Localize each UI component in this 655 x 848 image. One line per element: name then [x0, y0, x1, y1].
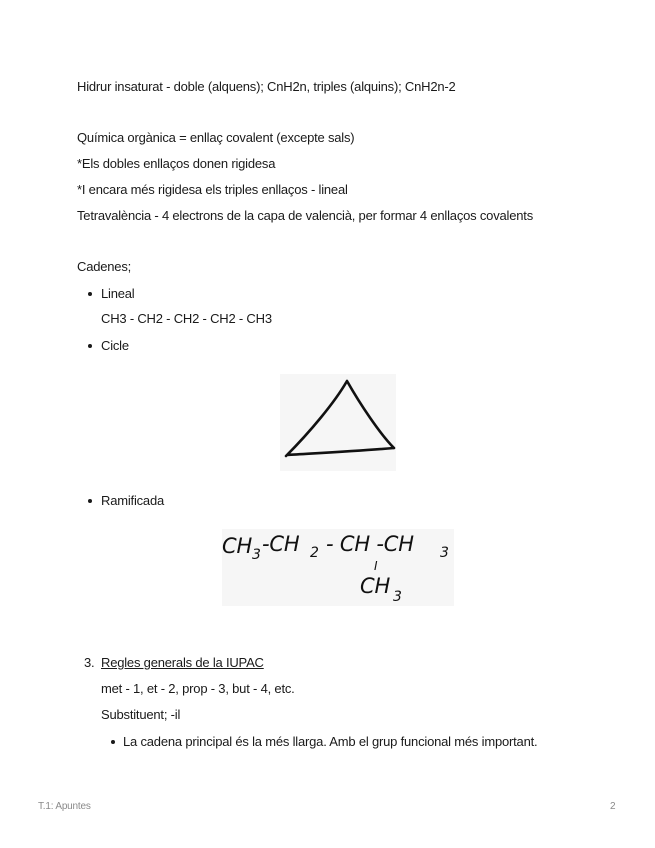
section-number: 3. — [84, 655, 95, 670]
triples-line: *I encara més rigidesa els triples enllaços - lineal — [77, 182, 348, 197]
formula-main-ch-ch: - CH -CH — [326, 532, 414, 556]
bullet-dot — [88, 292, 92, 296]
formula-subscript: 3 — [440, 545, 449, 561]
dobles-line: *Els dobles enllaços donen rigidesa — [77, 156, 276, 171]
chain-label-cicle: Cicle — [101, 338, 129, 353]
rule-line: La cadena principal és la més llarga. Amb el grup funcional més important. — [123, 734, 538, 749]
formula-main-ch2: -CH — [262, 532, 300, 556]
formula-subscript: 2 — [310, 545, 319, 561]
formula-main-ch: CH — [222, 534, 253, 558]
branched-formula-figure — [222, 529, 454, 606]
hidrur-line: Hidrur insaturat - doble (alquens); CnH2n, triples (alquins); CnH2n-2 — [77, 79, 456, 94]
chain-formula-lineal: CH3 - CH2 - CH2 - CH2 - CH3 — [101, 311, 272, 326]
chain-label-lineal: Lineal — [101, 286, 135, 301]
prefixes-line: met - 1, et - 2, prop - 3, but - 4, etc. — [101, 681, 295, 696]
tetravalencia-line: Tetravalència - 4 electrons de la capa de valencià, per formar 4 enllaços covalents — [77, 208, 533, 223]
section-title: Regles generals de la IUPAC — [101, 655, 264, 670]
bullet-dot — [88, 499, 92, 503]
page-number: 2 — [610, 801, 616, 812]
footer-title: T.1: Apuntes — [38, 801, 91, 812]
cycle-triangle-figure — [280, 374, 396, 471]
formula-branch-bond: I — [374, 559, 378, 573]
cadenes-heading: Cadenes; — [77, 259, 132, 274]
formula-subscript: 3 — [252, 547, 261, 563]
formula-branch-ch: CH — [360, 574, 391, 598]
quimica-line: Química orgànica = enllaç covalent (excepte sals) — [77, 130, 355, 145]
chain-label-ramificada: Ramificada — [101, 493, 165, 508]
bullet-dot — [111, 740, 115, 744]
bullet-dot — [88, 344, 92, 348]
formula-subscript: 3 — [393, 589, 402, 605]
substituent-line: Substituent; -il — [101, 707, 181, 722]
